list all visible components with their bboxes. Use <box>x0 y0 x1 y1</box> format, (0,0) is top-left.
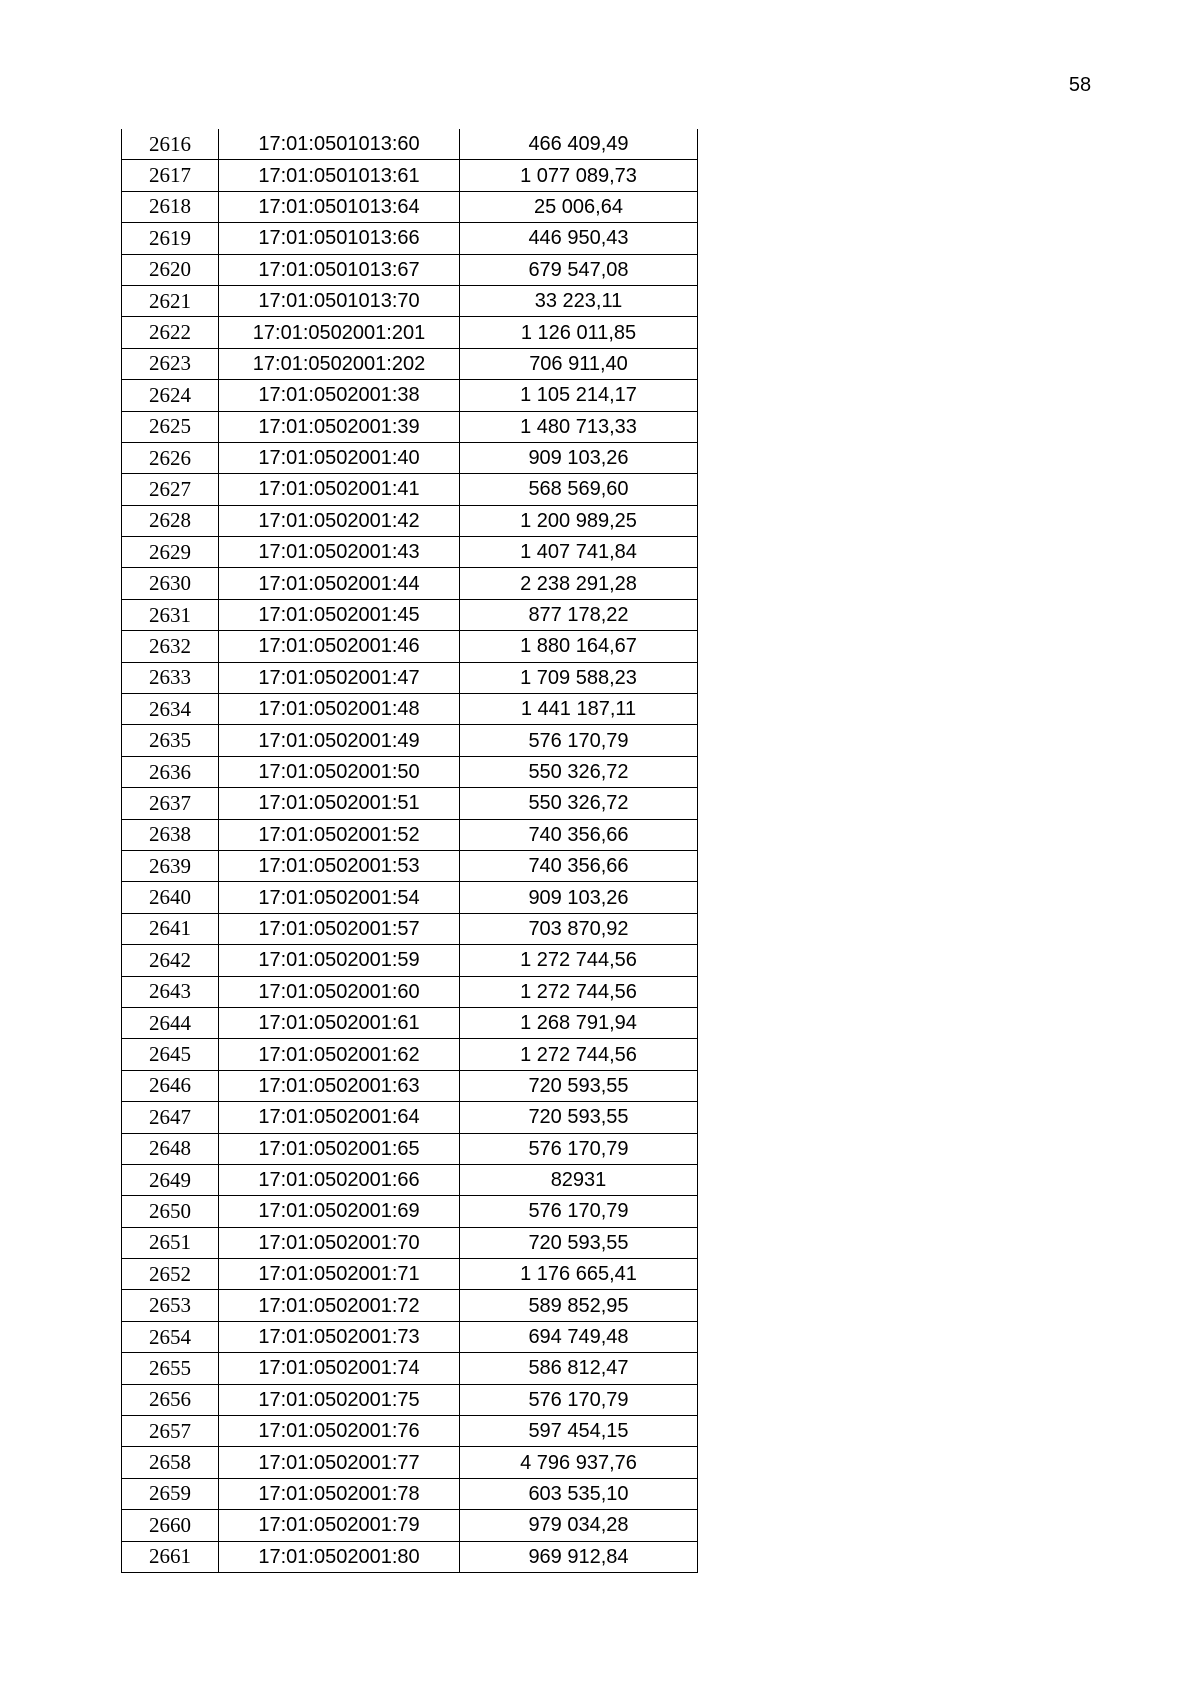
cadastral-number-cell: 17:01:0502001:78 <box>219 1478 460 1509</box>
cadastral-number-cell: 17:01:0502001:73 <box>219 1321 460 1352</box>
cadastral-number-cell: 17:01:0502001:76 <box>219 1416 460 1447</box>
row-number-cell: 2617 <box>122 160 219 191</box>
cadastral-number-cell: 17:01:0502001:47 <box>219 662 460 693</box>
cadastral-number-cell: 17:01:0502001:51 <box>219 788 460 819</box>
cadastral-value-cell: 466 409,49 <box>460 129 698 160</box>
table-row <box>122 976 698 1007</box>
cadastral-value-cell: 703 870,92 <box>460 913 698 944</box>
cadastral-value-cell: 568 569,60 <box>460 474 698 505</box>
row-number-cell: 2639 <box>122 850 219 881</box>
cadastral-value-cell: 1 126 011,85 <box>460 317 698 348</box>
row-number-cell: 2653 <box>122 1290 219 1321</box>
cadastral-number-cell: 17:01:0502001:49 <box>219 725 460 756</box>
row-number-cell: 2638 <box>122 819 219 850</box>
table-row <box>122 537 698 568</box>
cadastral-value-cell: 1 272 744,56 <box>460 976 698 1007</box>
table-row <box>122 1510 698 1541</box>
cadastral-value-cell: 1 105 214,17 <box>460 380 698 411</box>
cadastral-value-cell: 1 709 588,23 <box>460 662 698 693</box>
row-number-cell: 2627 <box>122 474 219 505</box>
row-number-cell: 2648 <box>122 1133 219 1164</box>
cadastral-value-cell: 1 880 164,67 <box>460 631 698 662</box>
row-number-cell: 2625 <box>122 411 219 442</box>
table-row <box>122 788 698 819</box>
row-number-cell: 2620 <box>122 254 219 285</box>
cadastral-number-cell: 17:01:0502001:48 <box>219 694 460 725</box>
row-number-cell: 2616 <box>122 129 219 160</box>
cadastral-value-cell: 909 103,26 <box>460 442 698 473</box>
table-row <box>122 474 698 505</box>
cadastral-number-cell: 17:01:0502001:54 <box>219 882 460 913</box>
row-number-cell: 2652 <box>122 1259 219 1290</box>
cadastral-value-cell: 576 170,79 <box>460 1196 698 1227</box>
cadastral-number-cell: 17:01:0502001:39 <box>219 411 460 442</box>
table-row <box>122 1164 698 1195</box>
row-number-cell: 2631 <box>122 599 219 630</box>
cadastral-number-cell: 17:01:0502001:71 <box>219 1259 460 1290</box>
cadastral-value-cell: 909 103,26 <box>460 882 698 913</box>
row-number-cell: 2632 <box>122 631 219 662</box>
cadastral-value-cell: 550 326,72 <box>460 756 698 787</box>
cadastral-number-cell: 17:01:0502001:63 <box>219 1070 460 1101</box>
row-number-cell: 2650 <box>122 1196 219 1227</box>
cadastral-number-cell: 17:01:0501013:70 <box>219 285 460 316</box>
row-number-cell: 2644 <box>122 1007 219 1038</box>
cadastral-number-cell: 17:01:0501013:67 <box>219 254 460 285</box>
table-row <box>122 913 698 944</box>
table-row <box>122 694 698 725</box>
row-number-cell: 2649 <box>122 1164 219 1195</box>
cadastral-value-cell: 720 593,55 <box>460 1227 698 1258</box>
table-row <box>122 191 698 222</box>
table-row <box>122 1541 698 1572</box>
cadastral-number-cell: 17:01:0502001:65 <box>219 1133 460 1164</box>
table-row <box>122 1070 698 1101</box>
row-number-cell: 2618 <box>122 191 219 222</box>
cadastral-number-cell: 17:01:0502001:50 <box>219 756 460 787</box>
row-number-cell: 2628 <box>122 505 219 536</box>
row-number-cell: 2660 <box>122 1510 219 1541</box>
table-row <box>122 1007 698 1038</box>
row-number-cell: 2654 <box>122 1321 219 1352</box>
table-row <box>122 285 698 316</box>
cadastral-number-cell: 17:01:0502001:38 <box>219 380 460 411</box>
cadastral-number-cell: 17:01:0502001:45 <box>219 599 460 630</box>
cadastral-value-cell: 33 223,11 <box>460 285 698 316</box>
table-row <box>122 1133 698 1164</box>
page-number: 58 <box>1068 74 1092 96</box>
cadastral-value-cell: 82931 <box>460 1164 698 1195</box>
table-row <box>122 505 698 536</box>
row-number-cell: 2633 <box>122 662 219 693</box>
cadastral-number-cell: 17:01:0502001:57 <box>219 913 460 944</box>
cadastral-value-cell: 1 200 989,25 <box>460 505 698 536</box>
row-number-cell: 2641 <box>122 913 219 944</box>
cadastral-value-cell: 586 812,47 <box>460 1353 698 1384</box>
row-number-cell: 2645 <box>122 1039 219 1070</box>
table-row <box>122 348 698 379</box>
cadastral-number-cell: 17:01:0502001:201 <box>219 317 460 348</box>
table-row <box>122 317 698 348</box>
table-row <box>122 1447 698 1478</box>
cadastral-value-cell: 589 852,95 <box>460 1290 698 1321</box>
cadastral-value-cell: 446 950,43 <box>460 223 698 254</box>
row-number-cell: 2621 <box>122 285 219 316</box>
cadastral-number-cell: 17:01:0502001:79 <box>219 1510 460 1541</box>
cadastral-number-cell: 17:01:0502001:43 <box>219 537 460 568</box>
cadastral-value-cell: 1 176 665,41 <box>460 1259 698 1290</box>
cadastral-number-cell: 17:01:0502001:202 <box>219 348 460 379</box>
cadastral-value-cell: 877 178,22 <box>460 599 698 630</box>
cadastral-value-cell: 720 593,55 <box>460 1102 698 1133</box>
cadastral-value-cell: 576 170,79 <box>460 725 698 756</box>
row-number-cell: 2655 <box>122 1353 219 1384</box>
table-row <box>122 725 698 756</box>
row-number-cell: 2646 <box>122 1070 219 1101</box>
table-row <box>122 442 698 473</box>
cadastral-number-cell: 17:01:0502001:44 <box>219 568 460 599</box>
cadastral-value-cell: 979 034,28 <box>460 1510 698 1541</box>
table-row <box>122 882 698 913</box>
row-number-cell: 2637 <box>122 788 219 819</box>
cadastral-number-cell: 17:01:0502001:62 <box>219 1039 460 1070</box>
cadastral-value-cell: 1 407 741,84 <box>460 537 698 568</box>
table-row <box>122 631 698 662</box>
cadastral-number-cell: 17:01:0502001:75 <box>219 1384 460 1415</box>
row-number-cell: 2659 <box>122 1478 219 1509</box>
table-row <box>122 411 698 442</box>
cadastral-value-cell: 740 356,66 <box>460 850 698 881</box>
table-row <box>122 599 698 630</box>
row-number-cell: 2629 <box>122 537 219 568</box>
cadastral-number-cell: 17:01:0502001:69 <box>219 1196 460 1227</box>
table-row <box>122 850 698 881</box>
cadastral-number-cell: 17:01:0502001:74 <box>219 1353 460 1384</box>
table-row <box>122 1227 698 1258</box>
cadastral-number-cell: 17:01:0502001:80 <box>219 1541 460 1572</box>
cadastral-number-cell: 17:01:0502001:64 <box>219 1102 460 1133</box>
row-number-cell: 2661 <box>122 1541 219 1572</box>
row-number-cell: 2634 <box>122 694 219 725</box>
table-row <box>122 1384 698 1415</box>
cadastral-number-cell: 17:01:0502001:52 <box>219 819 460 850</box>
table-row <box>122 1353 698 1384</box>
cadastral-value-cell: 597 454,15 <box>460 1416 698 1447</box>
cadastral-number-cell: 17:01:0502001:72 <box>219 1290 460 1321</box>
row-number-cell: 2651 <box>122 1227 219 1258</box>
table-row <box>122 254 698 285</box>
cadastral-number-cell: 17:01:0501013:64 <box>219 191 460 222</box>
cadastral-value-table <box>121 129 698 1573</box>
table-row <box>122 1416 698 1447</box>
row-number-cell: 2642 <box>122 945 219 976</box>
cadastral-value-cell: 679 547,08 <box>460 254 698 285</box>
table-row <box>122 223 698 254</box>
table-row <box>122 129 698 160</box>
cadastral-value-cell: 1 268 791,94 <box>460 1007 698 1038</box>
cadastral-number-cell: 17:01:0502001:40 <box>219 442 460 473</box>
row-number-cell: 2640 <box>122 882 219 913</box>
row-number-cell: 2630 <box>122 568 219 599</box>
cadastral-value-cell: 576 170,79 <box>460 1384 698 1415</box>
cadastral-number-cell: 17:01:0501013:61 <box>219 160 460 191</box>
table-row <box>122 1102 698 1133</box>
cadastral-value-cell: 576 170,79 <box>460 1133 698 1164</box>
table-row <box>122 1259 698 1290</box>
row-number-cell: 2624 <box>122 380 219 411</box>
cadastral-value-cell: 550 326,72 <box>460 788 698 819</box>
cadastral-value-cell: 1 272 744,56 <box>460 1039 698 1070</box>
table-row <box>122 756 698 787</box>
cadastral-number-cell: 17:01:0502001:59 <box>219 945 460 976</box>
cadastral-value-cell: 25 006,64 <box>460 191 698 222</box>
cadastral-value-cell: 1 077 089,73 <box>460 160 698 191</box>
cadastral-number-cell: 17:01:0502001:77 <box>219 1447 460 1478</box>
cadastral-number-cell: 17:01:0502001:53 <box>219 850 460 881</box>
row-number-cell: 2626 <box>122 442 219 473</box>
cadastral-number-cell: 17:01:0502001:60 <box>219 976 460 1007</box>
row-number-cell: 2643 <box>122 976 219 1007</box>
row-number-cell: 2623 <box>122 348 219 379</box>
cadastral-value-cell: 4 796 937,76 <box>460 1447 698 1478</box>
cadastral-number-cell: 17:01:0501013:60 <box>219 129 460 160</box>
row-number-cell: 2619 <box>122 223 219 254</box>
row-number-cell: 2647 <box>122 1102 219 1133</box>
table-row <box>122 662 698 693</box>
cadastral-number-cell: 17:01:0502001:42 <box>219 505 460 536</box>
cadastral-number-cell: 17:01:0502001:66 <box>219 1164 460 1195</box>
table-row <box>122 1039 698 1070</box>
row-number-cell: 2622 <box>122 317 219 348</box>
cadastral-value-cell: 706 911,40 <box>460 348 698 379</box>
table-row <box>122 1290 698 1321</box>
row-number-cell: 2658 <box>122 1447 219 1478</box>
cadastral-value-cell: 603 535,10 <box>460 1478 698 1509</box>
cadastral-value-cell: 720 593,55 <box>460 1070 698 1101</box>
table-row <box>122 1196 698 1227</box>
cadastral-value-cell: 694 749,48 <box>460 1321 698 1352</box>
row-number-cell: 2657 <box>122 1416 219 1447</box>
cadastral-value-cell: 1 480 713,33 <box>460 411 698 442</box>
cadastral-value-cell: 969 912,84 <box>460 1541 698 1572</box>
cadastral-value-cell: 1 441 187,11 <box>460 694 698 725</box>
table-body <box>122 129 698 1572</box>
cadastral-number-cell: 17:01:0502001:61 <box>219 1007 460 1038</box>
table-row <box>122 1478 698 1509</box>
table-row <box>122 160 698 191</box>
row-number-cell: 2656 <box>122 1384 219 1415</box>
cadastral-number-cell: 17:01:0502001:41 <box>219 474 460 505</box>
table-row <box>122 1321 698 1352</box>
cadastral-value-cell: 740 356,66 <box>460 819 698 850</box>
cadastral-number-cell: 17:01:0502001:70 <box>219 1227 460 1258</box>
cadastral-value-cell: 2 238 291,28 <box>460 568 698 599</box>
table-row <box>122 945 698 976</box>
cadastral-number-cell: 17:01:0501013:66 <box>219 223 460 254</box>
cadastral-value-cell: 1 272 744,56 <box>460 945 698 976</box>
row-number-cell: 2635 <box>122 725 219 756</box>
cadastral-number-cell: 17:01:0502001:46 <box>219 631 460 662</box>
table-row <box>122 819 698 850</box>
table-row <box>122 568 698 599</box>
table-row <box>122 380 698 411</box>
row-number-cell: 2636 <box>122 756 219 787</box>
